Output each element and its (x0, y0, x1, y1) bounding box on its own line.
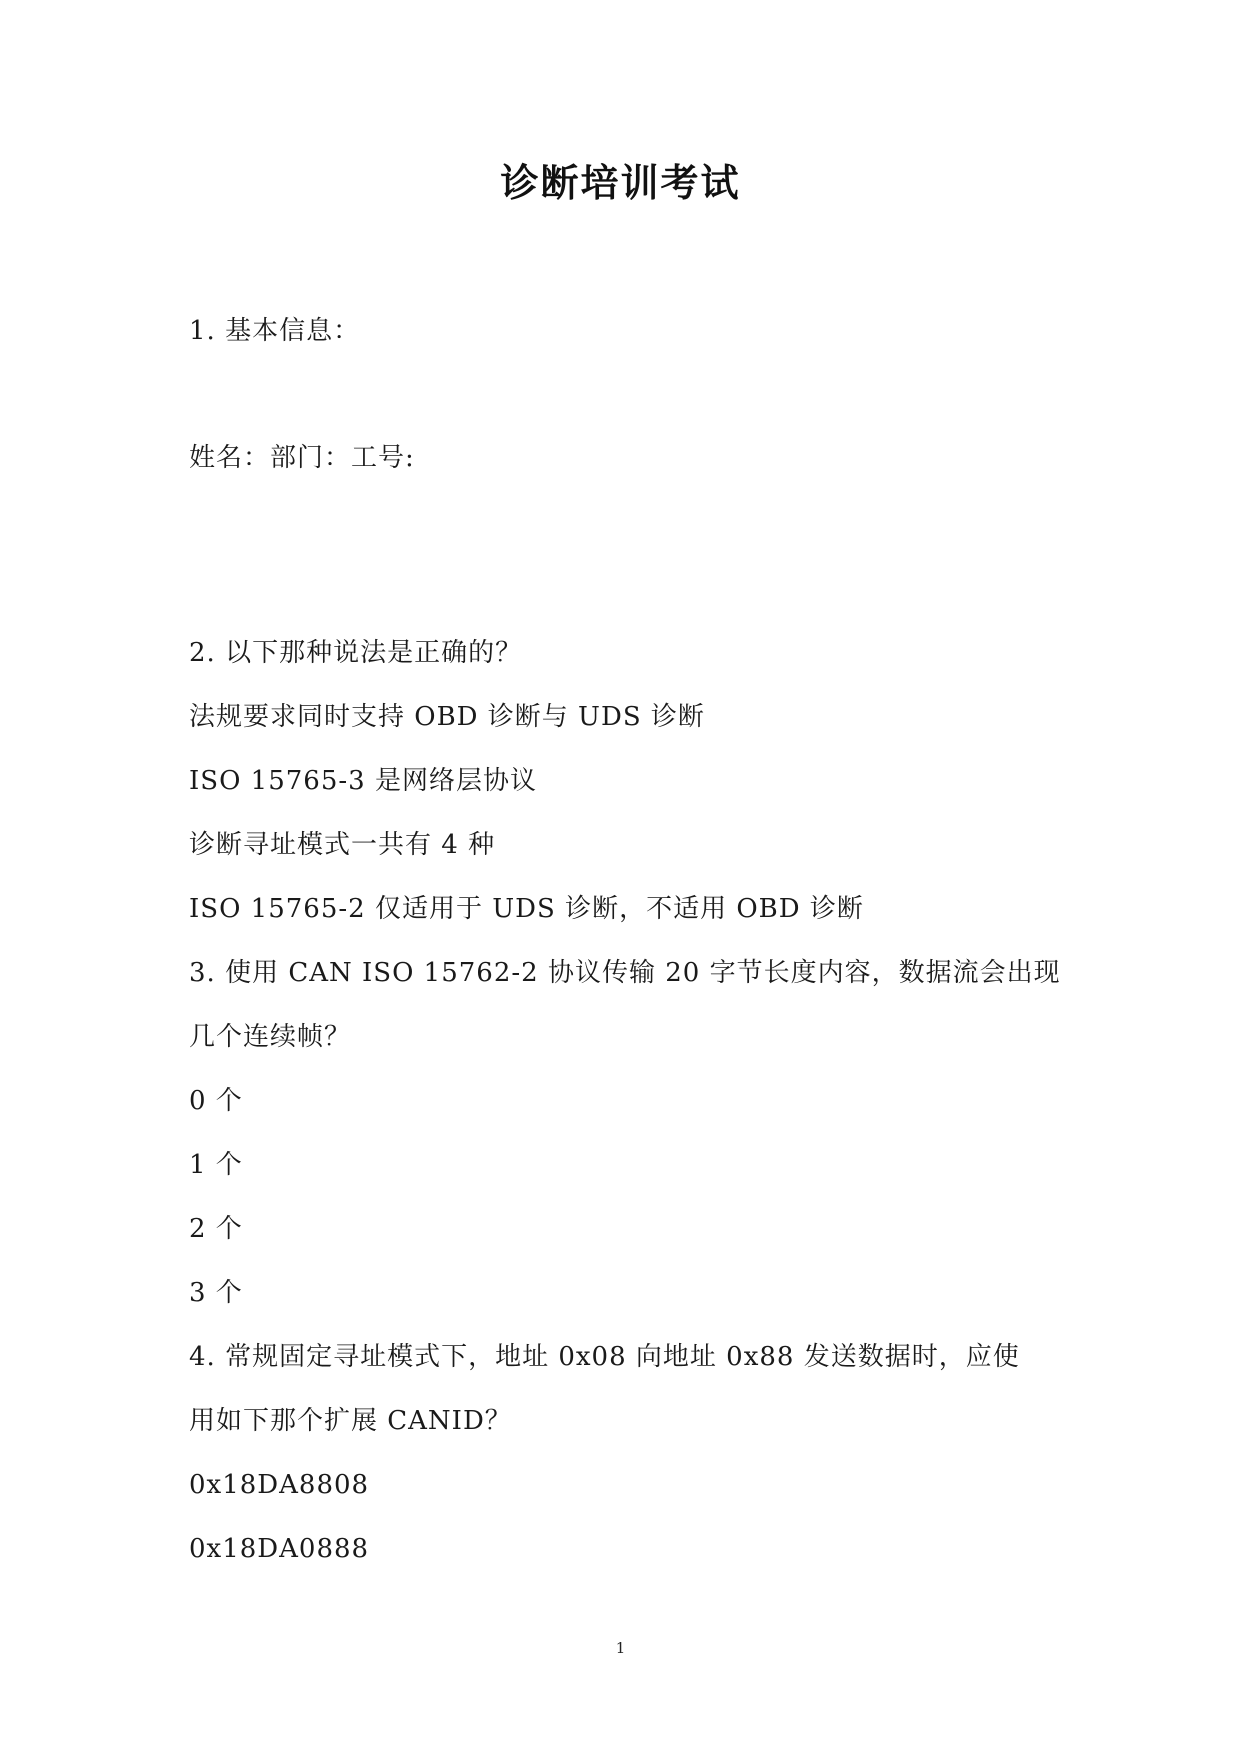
question-3-option-1: 0 个 (189, 1086, 243, 1116)
question-3-text-line-2: 几个连续帧？ (189, 1022, 352, 1052)
question-4-text-line-1: 4. 常规固定寻址模式下，地址 0x08 向地址 0x88 发送数据时，应使 (189, 1342, 1020, 1372)
basic-info-fields: 姓名：部门：工号: (189, 443, 415, 473)
question-3-option-3: 2 个 (189, 1214, 243, 1244)
question-4-text-line-2: 用如下那个扩展 CANID？ (189, 1406, 512, 1436)
section-basic-info-heading: 1. 基本信息： (189, 316, 361, 346)
question-2-option-3: 诊断寻址模式一共有 4 种 (189, 830, 496, 860)
question-4-option-2: 0x18DA0888 (189, 1534, 370, 1564)
document-title: 诊断培训考试 (500, 161, 741, 205)
question-3-option-2: 1 个 (189, 1150, 243, 1180)
question-4-option-1: 0x18DA8808 (189, 1470, 370, 1500)
question-3-text-line-1: 3. 使用 CAN ISO 15762-2 协议传输 20 字节长度内容，数据流会出现 (189, 958, 1061, 988)
page-number: 1 (615, 1639, 626, 1657)
question-2-option-2: ISO 15765-3 是网络层协议 (189, 766, 537, 796)
question-2-option-4: ISO 15765-2 仅适用于 UDS 诊断，不适用 OBD 诊断 (189, 894, 864, 924)
question-2-option-1: 法规要求同时支持 OBD 诊断与 UDS 诊断 (189, 702, 705, 732)
question-2-text: 2. 以下那种说法是正确的？ (189, 638, 523, 668)
question-3-option-4: 3 个 (189, 1278, 243, 1308)
